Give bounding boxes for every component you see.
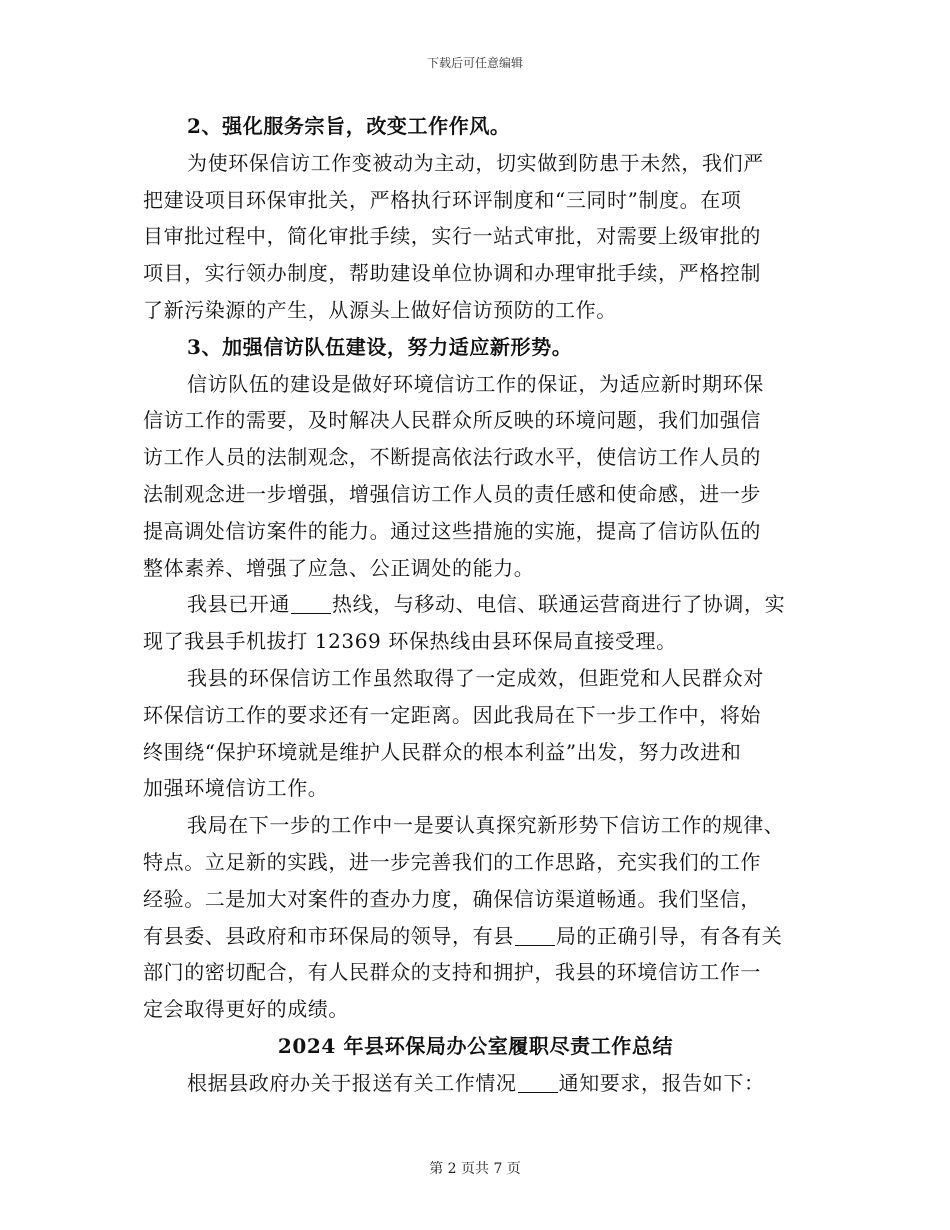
line-text: 为使环保信访工作变被动为主动，切实做到防患于未然，我们严 — [187, 150, 764, 175]
text-line — [143, 807, 808, 844]
text-line — [143, 1065, 808, 1102]
line-text: 2024 年县环保局办公室履职尽责工作总结 — [277, 1033, 674, 1058]
line-text: 信访队伍的建设是做好环境信访工作的保证，为适应新时期环保 — [187, 371, 764, 396]
text-line — [143, 1028, 808, 1065]
line-text: 现了我县手机拔打 12369 环保热线由县环保局直接受理。 — [143, 629, 677, 654]
line-text: 经验。二是加大对案件的查办力度，确保信访渠道畅通。我们坚信， — [143, 886, 761, 911]
text-line — [143, 550, 808, 587]
document-body — [143, 108, 808, 1102]
text-line — [143, 770, 808, 807]
text-line — [143, 108, 808, 145]
fill-blank — [518, 1072, 558, 1093]
text-line — [143, 734, 808, 771]
text-line — [143, 402, 808, 439]
text-line — [143, 145, 808, 182]
line-text: 部门的密切配合，有人民群众的支持和拥护，我县的环境信访工作一 — [143, 960, 761, 985]
text-line — [143, 182, 808, 219]
text-line — [143, 991, 808, 1028]
line-text: 项目，实行领办制度，帮助建设单位协调和办理审批手续，严格控制 — [143, 261, 761, 286]
text-line — [143, 660, 808, 697]
line-text: 了新污染源的产生，从源头上做好信访预防的工作。 — [143, 297, 617, 322]
text-line — [143, 329, 808, 366]
line-text: 终围绕“保护环境就是维护人民群众的根本利益”出发，努力改进和 — [143, 739, 742, 764]
text-line — [143, 255, 808, 292]
line-text: 根据县政府办关于报送有关工作情况 — [187, 1070, 517, 1095]
text-line — [143, 918, 808, 955]
line-text: 信访工作的需要，及时解决人民群众所反映的环境问题，我们加强信 — [143, 408, 761, 433]
text-line — [143, 218, 808, 255]
line-text: 我县的环保信访工作虽然取得了一定成效，但距党和人民群众对 — [187, 665, 764, 690]
line-text: 整体素养、增强了应急、公正调处的能力。 — [143, 555, 535, 580]
line-text: 访工作人员的法制观念，不断提高依法行政水平，使信访工作人员的 — [143, 445, 761, 470]
text-line — [143, 954, 808, 991]
line-text: 3、加强信访队伍建设，努力适应新形势。 — [187, 334, 573, 359]
text-line — [143, 586, 808, 623]
line-text: 把建设项目环保审批关，严格执行环评制度和“三同时”制度。在项 — [143, 187, 742, 212]
line-text: 定会取得更好的成绩。 — [143, 997, 349, 1022]
page-header: 下载后可任意编辑 — [426, 56, 523, 70]
line-text: 特点。立足新的实践，进一步完善我们的工作思路，充实我们的工作 — [143, 849, 761, 874]
page-footer: 第 2 页共 7 页 — [429, 1161, 521, 1177]
line-text: 加强环境信访工作。 — [143, 776, 329, 801]
text-line — [143, 366, 808, 403]
line-text: 目审批过程中，简化审批手续，实行一站式审批，对需要上级审批的 — [143, 224, 761, 249]
text-line — [143, 623, 808, 660]
line-text: 我县已开通 — [187, 592, 290, 617]
text-line — [143, 844, 808, 881]
line-text: 环保信访工作的要求还有一定距离。因此我局在下一步工作中，将始 — [143, 702, 761, 727]
text-line — [143, 513, 808, 550]
text-line — [143, 881, 808, 918]
line-text-continued: 通知要求，报告如下： — [558, 1070, 765, 1095]
line-text: 法制观念进一步增强，增强信访工作人员的责任感和使命感，进一步 — [143, 481, 761, 506]
line-text: 有县委、县政府和市环保局的领导，有县 — [143, 923, 514, 948]
line-text-continued: 局的正确引导，有各有关 — [555, 923, 783, 948]
text-line — [143, 292, 808, 329]
fill-blank — [515, 925, 555, 946]
line-text: 我局在下一步的工作中一是要认真探究新形势下信访工作的规律、 — [187, 813, 785, 838]
line-text-continued: 热线，与移动、电信、联通运营商进行了协调，实 — [332, 592, 786, 617]
line-text: 2、强化服务宗旨，改变工作作风。 — [187, 114, 511, 138]
line-text: 提高调处信访案件的能力。通过这些措施的实施，提高了信访队伍的 — [143, 518, 761, 543]
fill-blank — [291, 593, 331, 614]
text-line — [143, 697, 808, 734]
text-line — [143, 439, 808, 476]
text-line — [143, 476, 808, 513]
